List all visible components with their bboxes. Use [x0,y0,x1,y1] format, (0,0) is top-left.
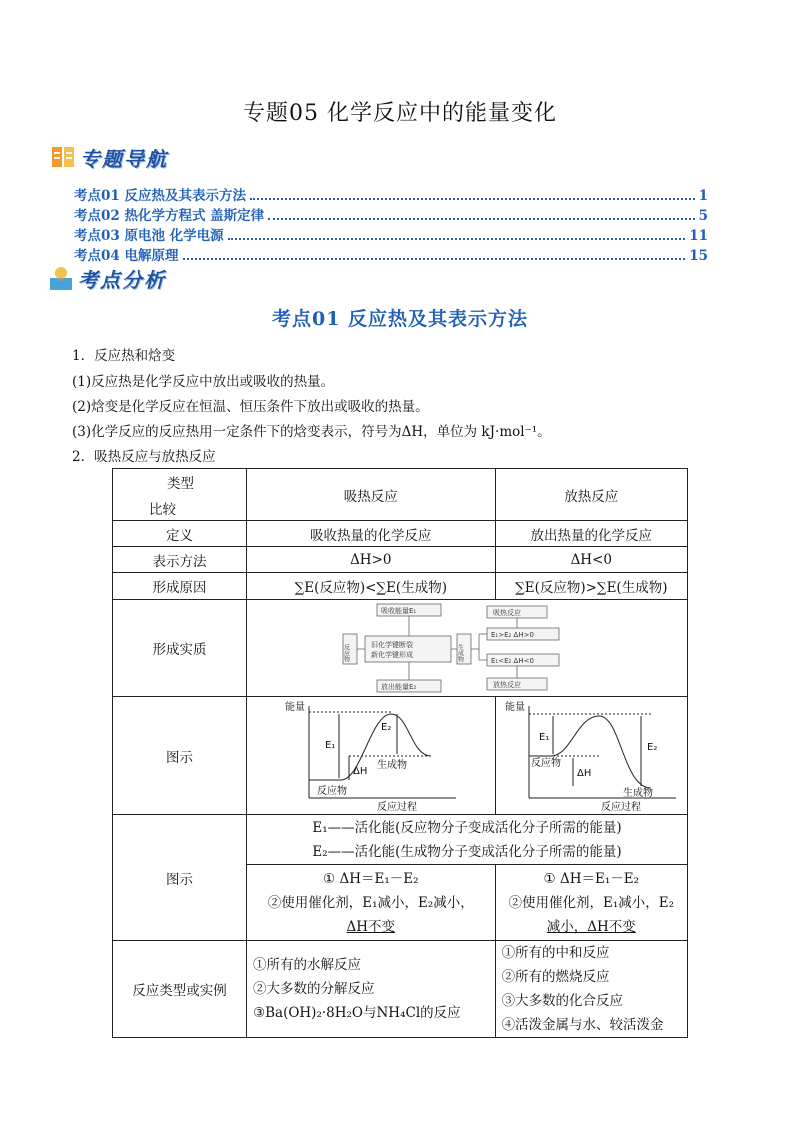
flow-diagram-cell [247,600,688,697]
graph-energy-label: 能量 [284,701,305,713]
graph-product-label: 生成物 [623,787,654,799]
toc-label: 考点02 热化学方程式 盖斯定律 [74,208,265,224]
row-label-essence: 形成实质 [113,600,247,697]
exo-note-2: ②使用催化剂，E₁减小，E₂ [508,894,675,911]
flow-release: 放出能量E₂ [381,683,417,691]
ea1-text: E₁——活化能(反应物分子变成活化分子所需的能量) [312,819,622,836]
endo-energy-graph-cell [247,697,496,815]
paragraph: (2)焓变是化学反应在恒温、恒压条件下放出或吸收的热量。 [72,399,429,415]
analysis-title: 考点分析 [78,267,166,292]
exo-examples [495,941,687,1038]
cell-exo-def: 放出热量的化学反应 [495,521,687,547]
toc-page: 15 [689,248,708,264]
flow-product: 生成物 [456,644,464,662]
list-item: ④活泼金属与水、较活泼金 [501,1017,664,1033]
exo-graph-notes [495,865,687,941]
graph-process-label: 反应过程 [601,801,642,812]
graph-e1-label: E₁ [539,731,550,743]
toc-leader [183,258,686,260]
table-header-diagonal [113,469,247,521]
flow-cond-endo: E₁>E₂ ΔH>0 [491,631,534,639]
flow-cond-exo: E₁<E₂ ΔH<0 [491,657,534,665]
list-item: ③大多数的化合反应 [501,993,624,1009]
list-item: ②大多数的分解反应 [253,981,375,997]
col-header-endo: 吸热反应 [247,469,496,521]
header-compare: 比较 [149,501,176,518]
row-label-graph2: 图示 [113,815,247,941]
cell-endo-def: 吸收热量的化学反应 [247,521,496,547]
list-item: ①所有的中和反应 [501,945,610,961]
graph-dh-label: ΔH [577,767,592,779]
toc-leader [228,238,686,240]
page-title: 专题05 化学反应中的能量变化 [243,101,557,126]
graph-energy-label: 能量 [505,701,526,713]
row-label-cause: 形成原因 [113,573,247,600]
flow-process-2: 新化学键形成 [371,651,413,659]
cell-exo-cause: ∑E(反应物)>∑E(生成物) [495,573,687,600]
endo-energy-graph [281,700,461,812]
toc-label: 考点03 原电池 化学电源 [74,228,224,244]
paragraph: (1)反应热是化学反应中放出或吸收的热量。 [72,374,335,390]
graph-e2-label: E₂ [647,741,658,753]
toc-page: 11 [689,228,708,244]
row-label-examples: 反应类型或实例 [113,941,247,1038]
list-item: ①所有的水解反应 [253,957,361,973]
endo-note-2: ②使用催化剂，E₁减小，E₂减小， [267,894,474,911]
row-label-graph: 图示 [113,697,247,815]
header-type: 类型 [167,475,194,492]
graph-e1-label: E₁ [324,739,336,751]
list-item: ③Ba(OH)₂·8H₂O与NH₄Cl的反应 [253,1005,461,1021]
endo-note-3: ΔH不变 [346,918,396,935]
flow-reactant: 反应物 [342,644,350,662]
analysis-header [48,262,166,294]
cell-endo-rep: ΔH>0 [247,547,496,573]
topic-nav-header [50,140,168,174]
toc-label: 考点04 电解原理 [74,248,179,264]
graph-product-label: 生成物 [376,759,407,771]
graph-e2-label: E₂ [380,721,392,733]
comparison-table [112,468,688,1038]
exo-note-1: ① ΔH＝E₁－E₂ [543,870,639,887]
section-title: 考点01 反应热及其表示方法 [271,308,529,330]
paragraph: 1．反应热和焓变 [72,348,176,364]
toc-label: 考点01 反应热及其表示方法 [74,188,246,204]
paragraph: 2．吸热反应与放热反应 [72,449,216,465]
toc-leader [250,198,695,200]
toc-item[interactable] [74,184,708,204]
exo-energy-graph-cell [495,697,687,815]
paragraph: (3)化学反应的反应热用一定条件下的焓变表示，符号为ΔH，单位为 kJ·mol⁻¹。 [72,424,551,440]
compass-icon [50,143,76,171]
flow-endo: 吸热反应 [493,609,521,617]
flow-diagram [247,602,687,694]
graph-reactant-label: 反应物 [531,757,562,769]
ea2-text: E₂——活化能(生成物分子变成活化分子所需的能量) [312,843,622,860]
endo-graph-notes [247,865,496,941]
toc-page: 1 [698,188,708,204]
flow-exo: 放热反应 [493,681,521,689]
lightbulb-book-icon [48,264,74,292]
flow-absorb: 吸收能量E₁ [381,607,417,615]
endo-examples [247,941,496,1038]
exo-note-3: 减小，ΔH不变 [546,918,636,935]
cell-exo-rep: ΔH<0 [495,547,687,573]
toc-page: 5 [698,208,708,224]
flow-process-1: 旧化学键断裂 [371,641,413,649]
row-label-def: 定义 [113,521,247,547]
col-header-exo: 放热反应 [495,469,687,521]
graph-reactant-label: 反应物 [316,785,347,797]
toc-item[interactable] [74,244,708,264]
toc-item[interactable] [74,224,708,244]
graph-dh-label: ΔH [352,765,368,777]
exo-energy-graph [501,700,681,812]
row-label-rep: 表示方法 [113,547,247,573]
cell-endo-cause: ∑E(反应物)<∑E(生成物) [247,573,496,600]
activation-energy-cell [247,815,688,865]
toc-leader [268,218,694,220]
graph-process-label: 反应过程 [376,801,417,812]
endo-note-1: ① ΔH＝E₁－E₂ [323,870,419,887]
toc-item[interactable] [74,204,708,224]
list-item: ②所有的燃烧反应 [501,969,610,985]
toc-list [74,184,708,264]
topic-nav-title: 专题导航 [80,146,168,171]
